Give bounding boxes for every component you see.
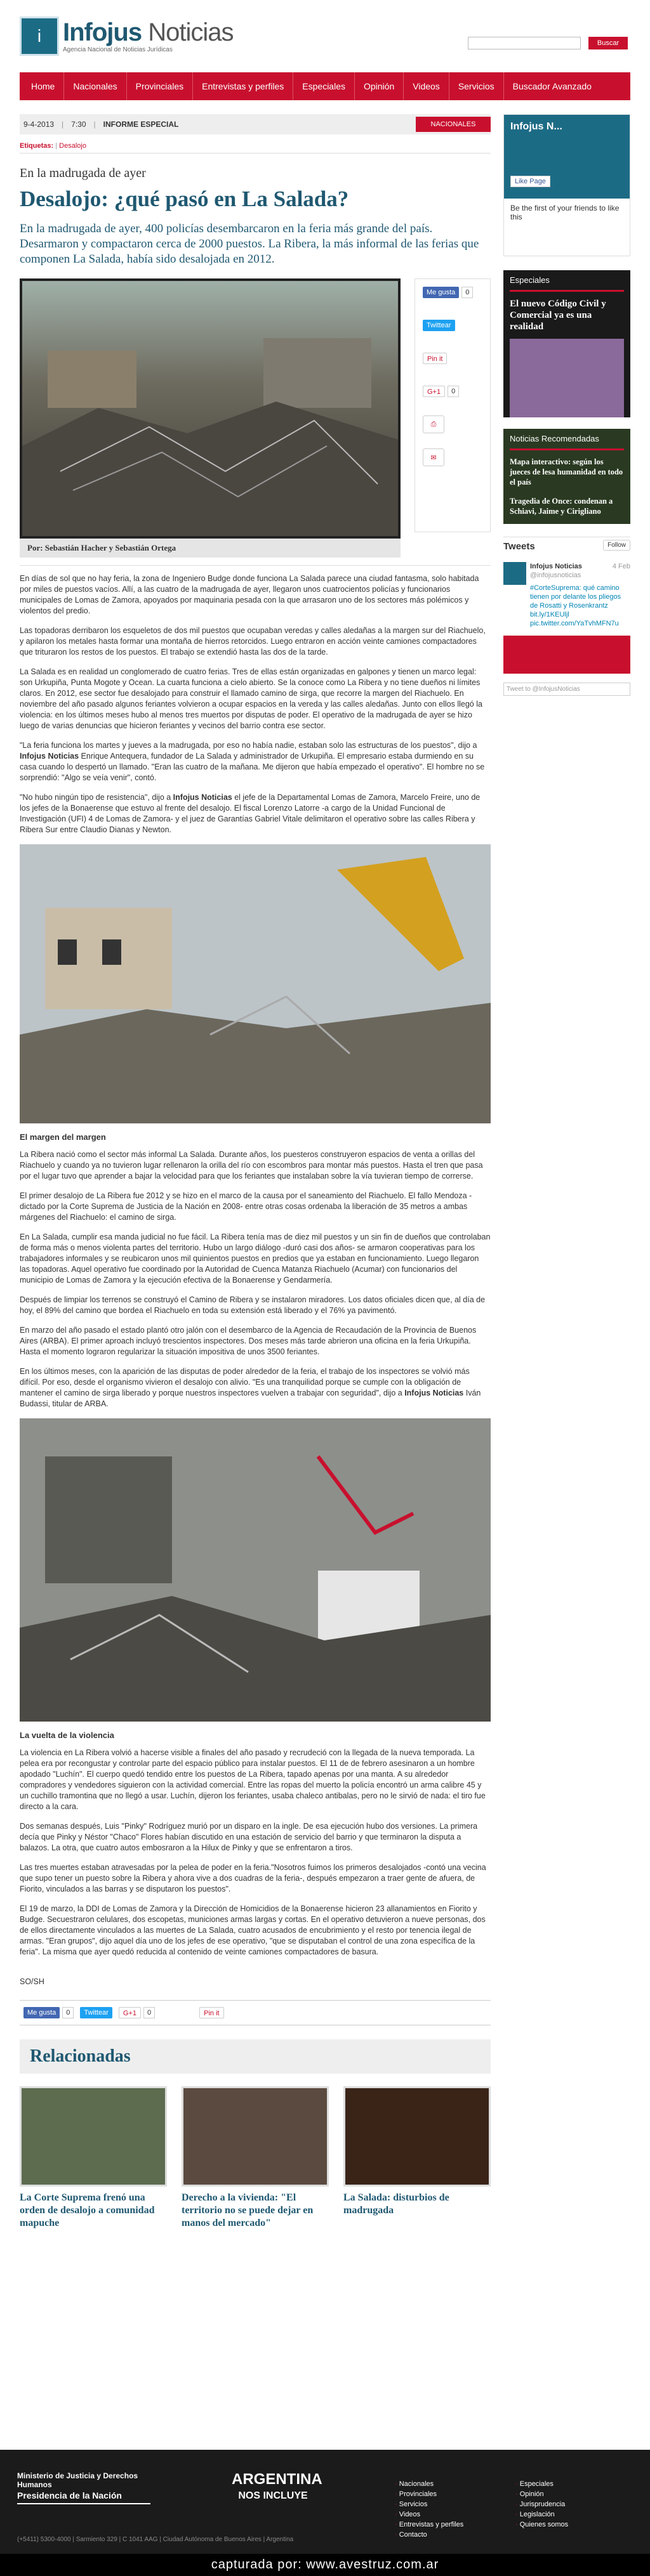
recommended-box <box>503 429 630 524</box>
tweet-image[interactable] <box>503 636 630 674</box>
article-paragraph: Las tres muertes estaban atravesadas por la pelea de poder en la feria."Nosotros fuimos los primeros desalojados -contó una vecina que supo tener un puesto sobre la Ribera y ahora vive a dos cuadras de la feria-, después empezaron a traer gente de afuera, de Fiorito, vinculados a las barras y se disputaron los puestos". <box>20 1863 486 1893</box>
article-lead: En la madrugada de ayer, 400 policías desembarcaron en la feria más grande del país. Desarmaron y compactaron cerca de 2000 puestos. La Ribera, la más informal de las ferias que componen La Salada, había sido desalojada en 2012. <box>20 222 479 266</box>
footer-link[interactable]: · Provinciales <box>395 2489 463 2499</box>
facebook-widget <box>503 114 630 256</box>
pinterest-button[interactable]: Pin it <box>423 351 482 365</box>
tweet-body: #CorteSuprema: qué camino tienen por delante los pliegos de Rosatti y Rosenkrantz <box>530 584 621 610</box>
article-paragraph: La Salada es en realidad un conglomerado de cuatro ferias. Tres de ellas están organizadas en galpones y tienen un marco legal: son Urkupiña, Punta Mogote y Ocean. La cuarta funciona a cielo abierto. Se la conoce como La Ribera y no tiene dueños ni límites claros. En 2012, ese sector fue desalojado para construir el llamado camino de sirga, que recorre la margen del Riachuelo. En noviembre del año pasado algunos feriantes volvieron a ocupar espacios en la vereda y las calles aledañas. Junto con ellos llegó la violencia: en los últimos meses hubo al menos tres muertos por disputas de poder. El operativo de la madrugada de ayer se hizo luego de varias denuncias que hicieron feriantes y vecinos del barrio contra ese sector. <box>20 667 482 730</box>
mail-button[interactable] <box>423 450 482 464</box>
bottom-share-bar <box>20 2000 491 2025</box>
article-date: 9-4-2013 <box>23 120 55 129</box>
related-thumb <box>343 2086 491 2187</box>
tag-link[interactable]: Desalojo <box>59 142 86 150</box>
article-title: Desalojo: ¿qué pasó en La Salada? <box>20 186 349 211</box>
article-paragraph: "No hubo ningún tipo de resistencia", dijo a Infojus Noticias el jefe de la Departamental Lomas de Zamora, Marcelo Freire, uno de los jefes de la Bonaerense que estuvo al frente del desalojo. El fiscal Lorenzo Latorre -a cargo de la Unidad Funcional de Investigación (UFI) 4 de Lomas de Zamora- y el juez de Garantías Gabriel Vitale delimitaron el operativo sobre las calles Ribera y Ribera Sur entre Claudio Dianas y Newton. <box>20 793 481 834</box>
site-footer <box>0 2450 650 2554</box>
article-kicker: En la madrugada de ayer <box>20 166 146 180</box>
related-list <box>20 2086 491 2230</box>
article-paragraph: La violencia en La Ribera volvió a hacerse visible a finales del año pasado y recrudeció con la llegada de la nueva temporada. La pelea era por recongustar y controlar parte del espacio público para instalar puestos. El 11 de de febrero asesinaron a un hombre apodado "Luchín". El cuerpo quedó tendido entre los puestos de La Ribera, tapado apenas por una manta. A su alrededor compradores y vendedores siguieron con la actividad comercial. Entre las ropas del muerto la policía encontró un arma calibre 45 y un cuchillo tramontina que no llegó a usar. Luchín, dijeron los feriantes, usaba chaleco antibalas, pero no le sirvió de nada: el tiro fue directo a la cara. <box>20 1748 486 1811</box>
nav-videos[interactable]: Videos <box>404 72 449 100</box>
especiales-box <box>503 270 630 417</box>
article-paragraph: El primer desalojo de La Ribera fue 2012 y se hizo en el marco de la causa por el saneamiento del Riachuelo. El fallo Mendoza -dictado por la Corte Suprema de Justicia de la Nación en 2008- entre otras cosas ordenaba la liberación de 35 metros a ambas márgenes del Riachuelo: el camino de sirga. <box>20 1191 472 1222</box>
nav-entrevistas[interactable]: Entrevistas y perfiles <box>193 72 293 100</box>
share-box <box>415 278 491 532</box>
related-title[interactable]: La Salada: disturbios de madrugada <box>343 2192 449 2216</box>
article-photo-3 <box>20 1418 491 1722</box>
facebook-widget-text: Be the first of your friends to like this <box>510 204 620 221</box>
related-item[interactable] <box>343 2086 491 2230</box>
main-nav <box>20 72 630 100</box>
search-button[interactable]: Buscar <box>588 37 628 49</box>
article-paragraph: Después de limpiar los terrenos se construyó el Camino de Ribera y se instalaron miradores. Los datos oficiales dicen que, al día de hoy, el 89% del camino que bordea el Riachuelo en toda su extensión está liberado y el 76% ya pavimentó. <box>20 1295 486 1315</box>
footer-link[interactable]: · Opinión <box>515 2489 568 2499</box>
article-paragraph: Dos semanas después, Luis "Pinky" Rodríguez murió por un disparo en la ingle. De esa ejecución hubo dos versiones. La primera decía que Pinky y Néstor "Chaco" Flores habían discutido en una estación de servicio del barrio y que terminaron la disputa a balazos. La otra, que cuatro autos embosraron a la Hilux de Pinky y que se enfrentaron a tiros. <box>20 1822 478 1852</box>
recommended-item[interactable]: Mapa interactivo: según los jueces de lesa humanidad en todo el país <box>510 457 623 487</box>
related-item[interactable] <box>182 2086 329 2230</box>
main-photo <box>20 278 401 539</box>
article-paragraph: "La feria funciona los martes y jueves a la madrugada, por eso no había nadie, estaban solo las estructuras de los puestos", dijo a Infojus Noticias Enrique Antequera, fundador de La Salada y administrador de Urkupiña. El empresario estaba durmiendo en su casa cuando lo despertó un llamado. "Eran las cuatro de la mañana. Me dijeron que había empezado el operativo". El hombre no se sorprendió: "Algo se veía venir", contó. <box>20 741 485 782</box>
tweet-button[interactable]: Twittear <box>423 318 482 332</box>
footer-link[interactable]: · Contacto <box>395 2530 463 2540</box>
facebook-page-title[interactable]: Infojus N... <box>510 121 562 132</box>
footer-address: (+5411) 5300-4000 | Sarmiento 329 | C 1041 AAG | Ciudad Autónoma de Buenos Aires | Argentina <box>17 2536 294 2543</box>
nav-servicios[interactable]: Servicios <box>449 72 504 100</box>
logo-name-b: Noticias <box>148 18 234 46</box>
article-time: 7:30 <box>71 120 86 129</box>
avatar[interactable] <box>503 562 526 585</box>
footer-link[interactable]: · Jurisprudencia <box>515 2499 568 2509</box>
main-photo-image <box>22 281 398 536</box>
footer-ministry: Ministerio de Justicia y Derechos Humanos <box>17 2471 138 2489</box>
facebook-like-page-button[interactable]: Like Page <box>510 176 550 187</box>
article-paragraph: El 19 de marzo, la DDI de Lomas de Zamora y la Dirección de Homicidios de la Bonaerense hicieron 23 allanamientos en Fiorito y Budge. Secuestraron celulares, dos escopetas, municiones armas largas y cortas. En el operativo detuvieron a nueve personas, dos de ellos directamente vinculados a las muertes de La Salada, cuatro acusados de encubrimiento y el resto por tenencia ilegal de armas. "Eran grupos", dijo aquel día uno de los jefes de ese operativo, "que se disputaban el control de una zona específica de la feria". La misma que ayer quedó reducida al contenido de veinte camiones compactadores de basura. <box>20 1904 486 1956</box>
nav-opinion[interactable]: Opinión <box>355 72 404 100</box>
gplus-button-bottom[interactable]: G+1 0 <box>119 2006 155 2020</box>
footer-link[interactable]: · Nacionales <box>395 2479 463 2489</box>
capture-credit: capturada por: www.avestruz.com.ar <box>0 2554 650 2576</box>
article-paragraph: La Ribera nació como el sector más informal La Salada. Durante años, los puesteros construyeron espacios de venta a orillas del Riachuelo y cuando ya no tuvieron lugar rellenaron la orilla del río con escombros para montar más puestos. Hasta el tren que pasa por el lugar tuvo que aprender a bajar la velocidad para que los feriantes que instalaban sobre la vía tuvieran tiempo de correrse. <box>20 1150 483 1180</box>
print-icon: ⎙ <box>423 415 444 433</box>
article-paragraph: Las topadoras derribaron los esqueletos de dos mil puestos que ocupaban veredas y calles aledañas a la margen sur del Riachuelo, y apilaron los metales hasta formar una montaña de hierros retorcidos. Luego entraron en acción veinte camiones compactadores que trituraron los restos de los puestos. El trabajo se extendió hasta las dos de la tarde. <box>20 626 486 657</box>
footer-link[interactable]: · Entrevistas y perfiles <box>395 2520 463 2530</box>
photo-3-image <box>20 1418 491 1722</box>
article-signature: SO/SH <box>20 1977 44 1986</box>
tweet-to-input[interactable]: Tweet to @InfojusNoticias <box>503 683 630 696</box>
related-thumb <box>182 2086 329 2187</box>
article-column <box>20 114 491 2230</box>
site-header <box>20 0 630 72</box>
subheading: El margen del margen <box>20 1132 106 1142</box>
especiales-image[interactable] <box>510 339 624 417</box>
tweets-heading: Tweets <box>503 541 535 552</box>
fb-like-button[interactable]: Me gusta 0 <box>423 285 482 299</box>
site-logo[interactable] <box>20 16 233 56</box>
subheading: La vuelta de la violencia <box>20 1730 114 1740</box>
footer-links-2 <box>515 2479 568 2530</box>
article-meta: 9-4-2013 | 7:30 | INFORME ESPECIAL NACIONALES <box>20 114 491 134</box>
footer-link[interactable]: · Legislación <box>515 2509 568 2520</box>
article-paragraph: En marzo del año pasado el estado plantó otro jalón con el desembarco de la Agencia de Recaudación de la Provincia de Buenos Aires (ARBA). El primer aproach incluyó trescientos inspectores. Dos meses más tarde abrieron una oficina en la feria Urkupiña. Hasta el momento lograron regularizar la situación impositiva de unos 3500 feriantes. <box>20 1326 477 1356</box>
article-photo-2 <box>20 844 491 1123</box>
fb-like-button-bottom[interactable]: Me gusta 0 <box>23 2006 74 2020</box>
footer-links-1 <box>395 2479 463 2540</box>
nav-provinciales[interactable]: Provinciales <box>127 72 193 100</box>
facebook-cover <box>504 115 630 199</box>
photo-caption: Por: Sebastián Hacher y Sebastián Ortega <box>20 539 401 558</box>
footer-link[interactable]: · Quienes somos <box>515 2520 568 2530</box>
nav-nacionales[interactable]: Nacionales <box>64 72 126 100</box>
logo-name-a: Infojus <box>63 18 142 46</box>
nav-home[interactable]: Home <box>22 72 64 100</box>
follow-button[interactable]: Follow <box>603 540 630 551</box>
twitter-widget <box>503 537 630 696</box>
tags-row: Etiquetas: | Desalojo <box>20 142 491 154</box>
tweet-button-bottom[interactable]: Twittear <box>80 2006 112 2020</box>
footer-argentina-logo: ARGENTINA NOS INCLUYE <box>232 2471 322 2501</box>
search-input[interactable] <box>468 37 581 49</box>
search-form <box>468 37 628 49</box>
recommended-item[interactable]: Tragedia de Once: condenan a Schiavi, Jaime y Cirigliano <box>510 497 613 516</box>
nav-buscador[interactable]: Buscador Avanzado <box>512 81 592 91</box>
article-paragraph: En los últimos meses, con la aparición de las disputas de poder alrededor de la feria, el trabajo de los inspectores se volvió más difícil. Por eso, desde el organismo vivieron el desalojo con alivio. "Es una tranquilidad porque se cumple con la obligación de mantener el camino de sirga liberado y porque nuestros inspectores vuelven a trabajar con seguridad", dijo a Infojus Noticias Iván Budassi, titular de ARBA. <box>20 1367 481 1408</box>
logo-icon: i <box>20 16 59 56</box>
article-paragraph: En La Salada, cumplir esa manda judicial no fue fácil. La Ribera tenía mas de diez mil puestos y un sin fin de dueños que controlaban de forma más o menos violenta partes del territorio. Hubo un largo diálogo -duró casi dos años- se armaron cooperativas para los trabajadores informales y se reubicaron unos mil quinientos puestos en predios que ya estaban en funcionamiento. Luego llegaron las topadoras. Aquel operativo fue coordinado por la Autoridad de Cuenca Matanza Riachuelo (Acumar) con funcionarios del municipio de Lomas de Zamora y la ejecución efectiva de la Bonaerense y Gendarmería. <box>20 1232 491 1285</box>
footer-link[interactable]: · Especiales <box>515 2479 568 2489</box>
pinterest-button-bottom[interactable]: Pin it <box>199 2006 223 2020</box>
related-title[interactable]: La Corte Suprema frenó una orden de desalojo a comunidad mapuche <box>20 2192 155 2228</box>
tweet-time[interactable]: 4 Feb <box>612 563 630 570</box>
gplus-button[interactable]: G+1 0 <box>423 384 482 398</box>
sidebar <box>503 114 630 696</box>
related-thumb <box>20 2086 167 2187</box>
article-paragraph: En días de sol que no hay feria, la zona de Ingeniero Budge donde funciona La Salada parece una ciudad fantasma, solo habitada por miles de puestos vacíos. Allí, a las cuatro de la madrugada de ayer, llegaron unos cuatrocientos policías y funcionarios municipales de Lomas de Zamora, apoyados por maquinaria pesada con la que arrasaron uno de los sectores más polémicos y violentos del predio. <box>20 574 479 615</box>
related-item[interactable] <box>20 2086 167 2230</box>
related-title[interactable]: Derecho a la vivienda: "El territorio no se puede dejar en manos del mercado" <box>182 2192 314 2228</box>
tags-label: Etiquetas: <box>20 142 54 150</box>
tweet-item <box>503 562 630 628</box>
print-button[interactable] <box>423 417 482 431</box>
nav-especiales[interactable]: Especiales <box>293 72 355 100</box>
footer-link[interactable]: · Videos <box>395 2509 463 2520</box>
especiales-headline[interactable]: El nuevo Código Civil y Comercial ya es una realidad <box>510 299 606 332</box>
article-type: INFORME ESPECIAL <box>103 120 179 129</box>
tweet-author[interactable]: Infojus Noticias <box>530 563 582 570</box>
section-badge[interactable]: NACIONALES <box>416 117 491 132</box>
logo-subtitle: Agencia Nacional de Noticias Jurídicas <box>63 46 173 53</box>
footer-link[interactable]: · Servicios <box>395 2499 463 2509</box>
related-heading: Relacionadas <box>20 2039 491 2074</box>
footer-presidency: Presidencia de la Nación <box>17 2490 150 2504</box>
mail-icon: ✉ <box>423 448 444 466</box>
tweet-link[interactable]: bit.ly/1KEUljl pic.twitter.com/YaTvhMFN7u <box>530 611 619 627</box>
especiales-heading: Especiales <box>510 275 550 285</box>
photo-2-image <box>20 844 491 1123</box>
tweet-handle[interactable]: @infojusnoticias <box>530 572 581 579</box>
recommended-heading: Noticias Recomendadas <box>510 434 599 443</box>
